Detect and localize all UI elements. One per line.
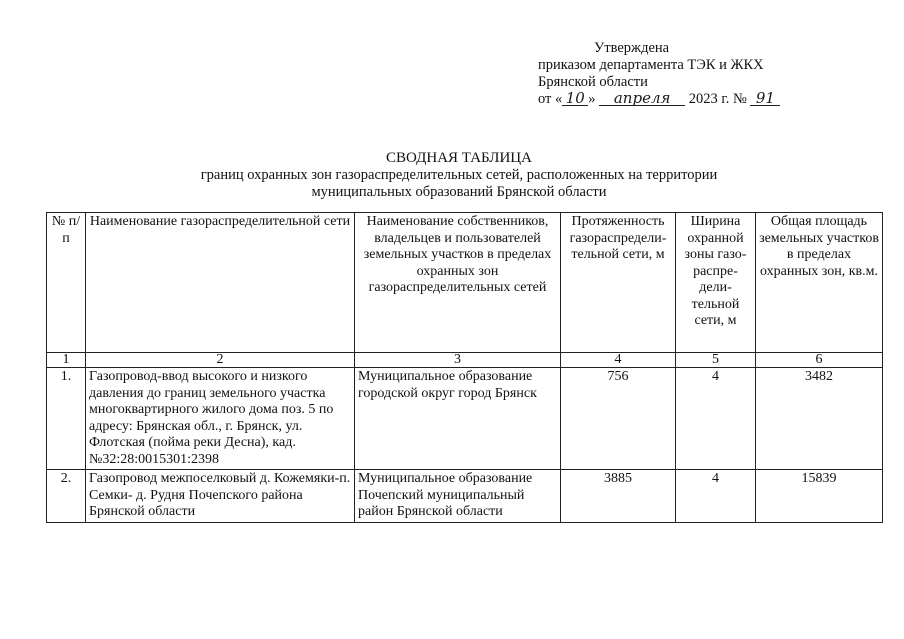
approval-line-1: Утверждена — [594, 40, 670, 56]
document-subtitle-line-1: границ охранных зон газораспределительных сетей, расположенных на территории — [200, 167, 718, 183]
row-number-cell: 1. — [47, 368, 86, 470]
zone-width-cell: 4 — [676, 470, 756, 523]
owners-cell: Муниципальное образование Почепский муниципальный район Брянской области — [355, 470, 561, 523]
approval-date-line — [538, 91, 780, 108]
approval-quote-close: » — [588, 91, 596, 107]
length-cell: 3885 — [561, 470, 676, 523]
table-row — [47, 470, 883, 523]
approval-quote-open: « — [555, 91, 563, 107]
approval-year: 2023 г. — [688, 91, 730, 107]
length-cell: 756 — [561, 368, 676, 470]
approval-line-2: приказом департамента ТЭК и ЖКХ — [538, 57, 764, 73]
network-name-cell: Газопровод межпоселковый д. Кожемяки-п. Семки- д. Рудня Почепского района Брянской области — [86, 470, 355, 523]
approval-day: 10 — [562, 91, 588, 106]
column-number-cell: 1 — [47, 353, 86, 368]
header-row — [47, 213, 883, 353]
owners-cell: Муниципальное образование городской округ город Брянск — [355, 368, 561, 470]
header-cell-area: Общая площадь земельных участков в пределах охранных зон, кв.м. — [756, 213, 883, 353]
column-number-cell: 3 — [355, 353, 561, 368]
area-cell: 15839 — [756, 470, 883, 523]
approval-from: от — [538, 91, 552, 107]
approval-line-3: Брянской области — [538, 74, 648, 90]
approval-number: 91 — [750, 91, 780, 106]
header-cell-number: № п/п — [47, 213, 86, 353]
table-row — [47, 368, 883, 470]
area-cell: 3482 — [756, 368, 883, 470]
approval-number-sign: № — [732, 91, 747, 107]
document-title-block — [44, 150, 874, 201]
column-number-cell: 4 — [561, 353, 676, 368]
header-cell-width: Ширина охранной зоны газо-распре-дели-тельной сети, м — [676, 213, 756, 353]
header-cell-owners: Наименование собственников, владельцев и пользователей земельных участков в пределах охранных зон газораспределительных сетей — [355, 213, 561, 353]
column-number-cell: 6 — [756, 353, 883, 368]
approval-month: апреля — [599, 91, 685, 106]
column-number-row — [47, 353, 883, 368]
summary-table — [46, 212, 883, 523]
approval-stamp — [538, 40, 780, 108]
document-title: СВОДНАЯ ТАБЛИЦА — [386, 150, 532, 166]
network-name-cell: Газопровод-ввод высокого и низкого давления до границ земельного участка многоквартирного жилого дома поз. 5 по адресу: Брянская обл., г. Брянск, ул. Флотская (пойма реки Десна), кад. №32:28:0015301:2398 — [86, 368, 355, 470]
zone-width-cell: 4 — [676, 368, 756, 470]
header-cell-network: Наименование газораспределительной сети — [86, 213, 355, 353]
column-number-cell: 2 — [86, 353, 355, 368]
row-number-cell: 2. — [47, 470, 86, 523]
column-number-cell: 5 — [676, 353, 756, 368]
header-cell-length: Протяженность газораспредели-тельной сети, м — [561, 213, 676, 353]
document-subtitle-line-2: муниципальных образований Брянской области — [311, 184, 607, 200]
